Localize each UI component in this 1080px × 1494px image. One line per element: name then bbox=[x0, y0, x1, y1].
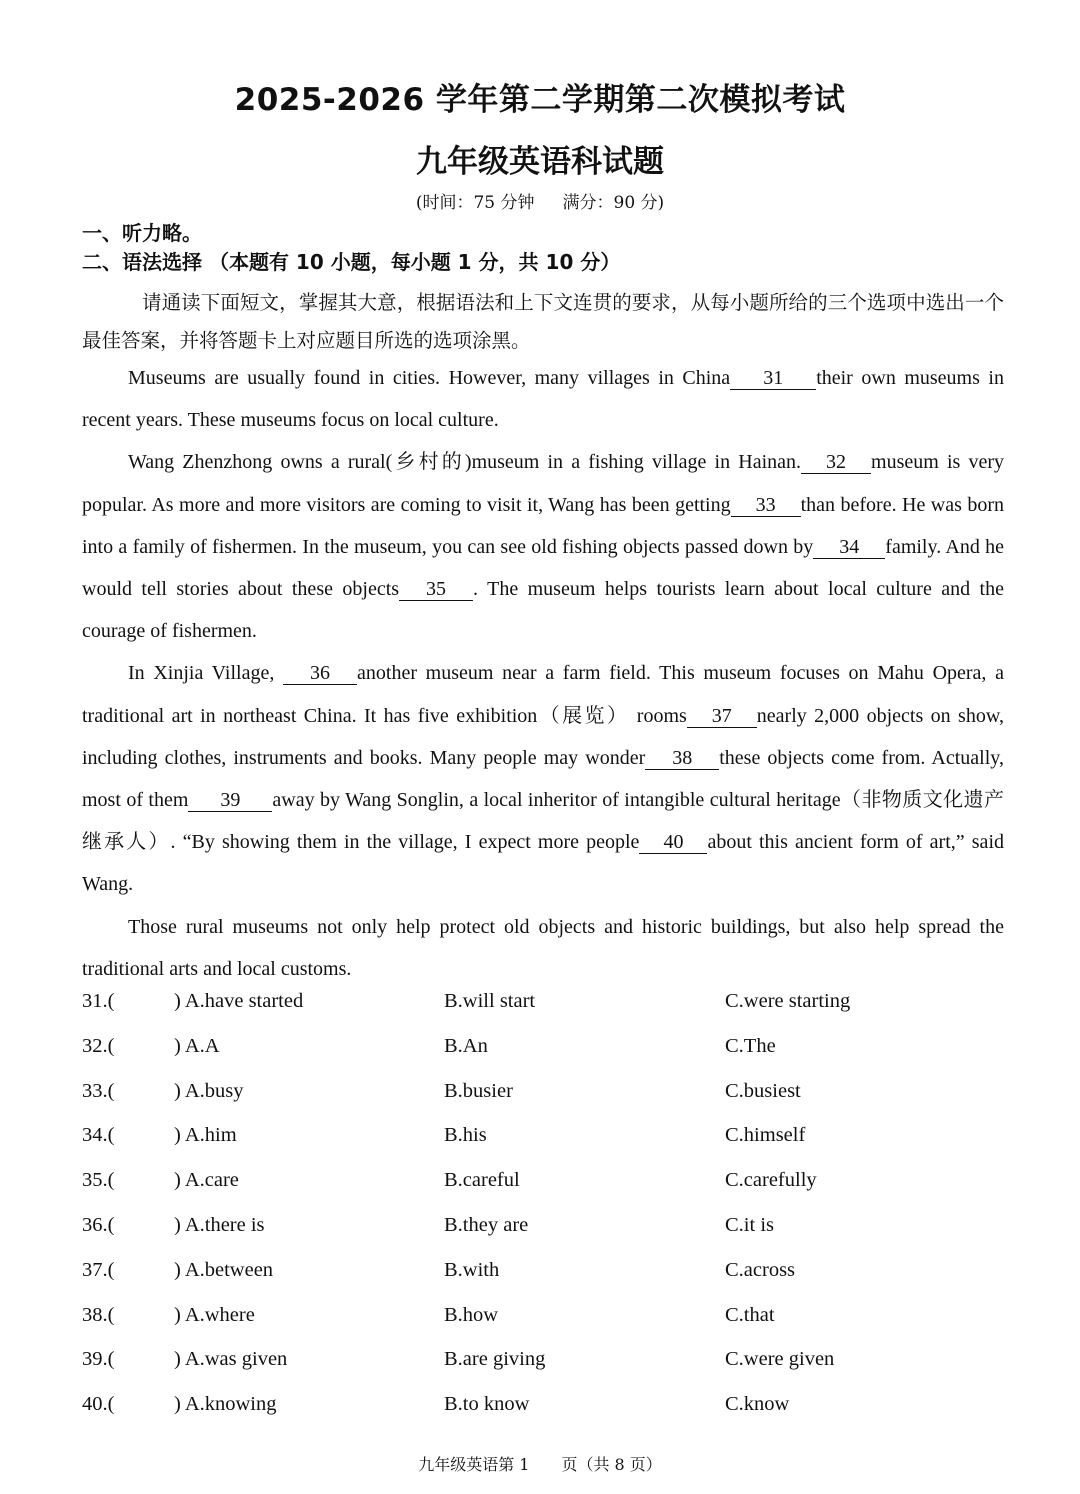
passage-text: family. And he would tell stories about these objects bbox=[82, 535, 1005, 601]
exam-time: (时间：75 分钟 bbox=[415, 193, 535, 213]
option-b: B.with bbox=[444, 1258, 500, 1281]
passage-text: another museum near a farm field. This museum focuses on Mahu Opera, a traditional art in northeast China. It has five exhibition（展览） rooms bbox=[82, 662, 1004, 727]
exam-meta bbox=[0, 188, 1080, 213]
question-number: 38.( bbox=[82, 1303, 115, 1326]
option-a: ) A.knowing bbox=[174, 1393, 277, 1416]
question-37 bbox=[82, 1259, 1004, 1304]
question-number: 40.( bbox=[82, 1393, 115, 1416]
exam-score: 满分：90 分) bbox=[562, 193, 665, 213]
question-38 bbox=[82, 1304, 1004, 1349]
passage-paragraph-2 bbox=[82, 441, 1004, 652]
passage-text: than before. He was born into a family of fishermen. In the museum, you can see old fishing objects passed down by bbox=[82, 493, 1005, 558]
question-34 bbox=[82, 1124, 1004, 1169]
section-grammar: 二、语法选择 （本题有 10 小题，每小题 1 分，共 10 分） bbox=[82, 250, 621, 274]
option-b: B.busier bbox=[444, 1079, 513, 1102]
option-b: B.they are bbox=[444, 1213, 529, 1236]
blank-33: 33 bbox=[731, 494, 801, 517]
blank-35: 35 bbox=[399, 578, 473, 601]
passage-text: their own museums in recent years. These museums focus on local culture. bbox=[82, 367, 1004, 432]
option-a: ) A.have started bbox=[174, 990, 304, 1012]
page-footer: 九年级英语第 1 页（共 8 页） bbox=[418, 1455, 662, 1474]
option-a: ) A.was given bbox=[174, 1348, 288, 1371]
question-number: 34.( bbox=[82, 1124, 115, 1147]
passage-text: In Xinjia Village, bbox=[128, 662, 275, 685]
passage-text: Museums are usually found in cities. However, many villages in China bbox=[128, 367, 731, 389]
option-b: B.how bbox=[444, 1303, 499, 1326]
question-33 bbox=[82, 1080, 1004, 1125]
option-c: C.know bbox=[725, 1393, 790, 1416]
option-c: C.carefully bbox=[725, 1169, 817, 1192]
option-c: C.it is bbox=[725, 1213, 774, 1236]
question-number: 32.( bbox=[82, 1034, 115, 1057]
question-number: 35.( bbox=[82, 1169, 115, 1192]
question-options bbox=[82, 990, 1004, 1438]
option-c: C.that bbox=[725, 1303, 775, 1326]
passage-text: these objects come from. Actually, most of them bbox=[82, 746, 1004, 812]
option-c: C.were given bbox=[725, 1348, 835, 1371]
option-a: ) A.there is bbox=[174, 1213, 265, 1236]
question-number: 33.( bbox=[82, 1079, 115, 1102]
option-b: B.careful bbox=[444, 1169, 520, 1192]
option-b: B.are giving bbox=[444, 1348, 546, 1371]
question-35 bbox=[82, 1169, 1004, 1214]
blank-39: 39 bbox=[188, 789, 272, 812]
option-c: C.busiest bbox=[725, 1079, 801, 1102]
blank-31: 31 bbox=[730, 367, 816, 390]
passage-text: nearly 2,000 objects on show, including clothes, instruments and books. Many people may wonder bbox=[82, 704, 1004, 769]
option-b: B.An bbox=[444, 1034, 488, 1057]
passage-text: away by Wang Songlin, a local inheritor of intangible cultural heritage（非物质文化遗产继承人）. “By showing them in the village, I expect more people bbox=[82, 789, 1005, 854]
reading-passage bbox=[82, 357, 1004, 990]
option-b: B.will start bbox=[444, 990, 536, 1012]
option-a: ) A.where bbox=[174, 1303, 255, 1326]
option-c: C.himself bbox=[725, 1124, 806, 1147]
option-a: ) A.between bbox=[174, 1258, 274, 1281]
option-a: ) A.busy bbox=[174, 1079, 244, 1102]
question-40 bbox=[82, 1393, 1004, 1438]
passage-text: Wang Zhenzhong owns a rural(乡村的)museum in a fishing village in Hainan. bbox=[128, 451, 802, 474]
question-39 bbox=[82, 1348, 1004, 1393]
exam-title: 2025-2026 学年第二学期第二次模拟考试 bbox=[234, 82, 846, 118]
question-number: 39.( bbox=[82, 1348, 115, 1371]
passage-paragraph-1 bbox=[82, 357, 1004, 441]
option-b: B.to know bbox=[444, 1393, 530, 1416]
instruction-text: 请通读下面短文，掌握其大意，根据语法和上下文连贯的要求，从每小题所给的三个选项中选出一个最佳答案，并将答题卡上对应题目所选的选项涂黑。 bbox=[82, 291, 1004, 352]
blank-36: 36 bbox=[283, 662, 357, 685]
question-36 bbox=[82, 1214, 1004, 1259]
blank-38: 38 bbox=[645, 747, 719, 770]
option-a: ) A.A bbox=[174, 1034, 220, 1057]
blank-40: 40 bbox=[639, 831, 707, 854]
question-31 bbox=[82, 990, 1004, 1035]
blank-37: 37 bbox=[687, 705, 757, 728]
option-c: C.were starting bbox=[725, 990, 851, 1012]
section-listening: 一、听力略。 bbox=[82, 221, 202, 245]
passage-paragraph-3 bbox=[82, 652, 1004, 905]
option-a: ) A.him bbox=[174, 1124, 237, 1147]
option-a: ) A.care bbox=[174, 1169, 239, 1192]
passage-text: museum is very popular. As more and more visitors are coming to visit it, Wang has been getting bbox=[82, 451, 1004, 516]
passage-text: . The museum helps tourists learn about local culture and the courage of fishermen. bbox=[82, 578, 1004, 643]
passage-text: about this ancient form of art,” said Wang. bbox=[82, 831, 1004, 896]
question-32 bbox=[82, 1035, 1004, 1080]
question-number: 31.( bbox=[82, 990, 115, 1012]
blank-32: 32 bbox=[801, 451, 871, 474]
option-c: C.The bbox=[725, 1034, 776, 1057]
question-number: 37.( bbox=[82, 1258, 115, 1281]
question-number: 36.( bbox=[82, 1213, 115, 1236]
option-b: B.his bbox=[444, 1124, 487, 1147]
passage-paragraph-4: Those rural museums not only help protect old objects and historic buildings, but also help spread the traditional arts and local customs. bbox=[82, 915, 1004, 980]
option-c: C.across bbox=[725, 1258, 796, 1281]
exam-subtitle: 九年级英语科试题 bbox=[416, 144, 664, 180]
blank-34: 34 bbox=[813, 536, 885, 559]
